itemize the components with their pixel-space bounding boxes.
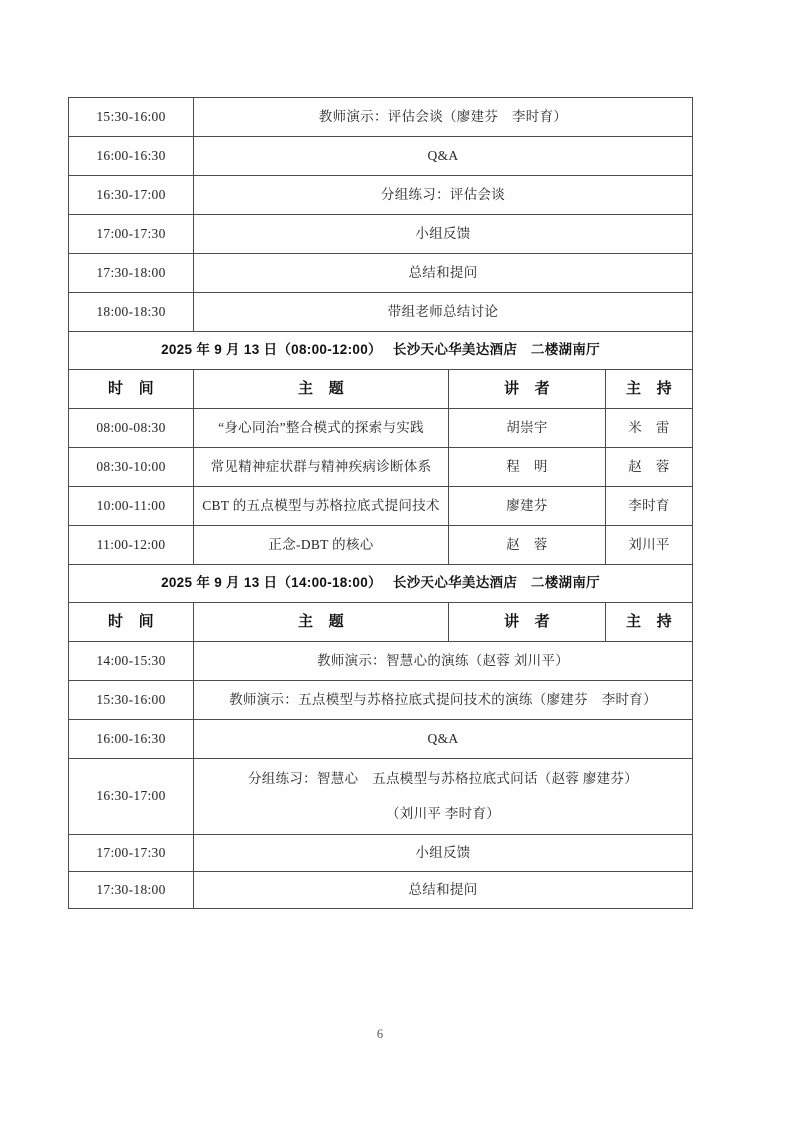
column-header-time: 时 间 (69, 603, 194, 642)
session-title-row (69, 332, 693, 370)
column-header-speaker: 讲 者 (449, 603, 606, 642)
table-row (69, 409, 693, 448)
time-cell: 17:30-18:00 (69, 254, 194, 293)
column-header-row (69, 370, 693, 409)
time-cell: 16:00-16:30 (69, 137, 194, 176)
topic-cell: 带组老师总结讨论 (194, 293, 693, 332)
table-row (69, 98, 693, 137)
topic-cell: 小组反馈 (194, 215, 693, 254)
session-title: 2025 年 9 月 13 日（08:00-12:00） 长沙天心华美达酒店 二楼湖南厅 (69, 332, 693, 370)
table-row (69, 487, 693, 526)
column-header-speaker: 讲 者 (449, 370, 606, 409)
column-header-host: 主 持 (606, 603, 693, 642)
table-row (69, 448, 693, 487)
page-number: 6 (376, 1027, 384, 1041)
host-cell: 米 雷 (606, 409, 693, 448)
topic-cell: 分组练习：评估会谈 (194, 176, 693, 215)
column-header-topic: 主 题 (194, 603, 449, 642)
table-row (69, 720, 693, 759)
topic-cell: 正念-DBT 的核心 (194, 526, 449, 565)
table-row (69, 872, 693, 909)
topic-cell: 总结和提问 (194, 254, 693, 293)
host-cell: 刘川平 (606, 526, 693, 565)
column-header-time: 时 间 (69, 370, 194, 409)
topic-line-2: （刘川平 李时育） (385, 805, 501, 821)
table-row (69, 681, 693, 720)
table-row (69, 254, 693, 293)
topic-cell: 小组反馈 (194, 835, 693, 872)
column-header-row (69, 603, 693, 642)
time-cell: 08:00-08:30 (69, 409, 194, 448)
topic-cell (194, 759, 693, 835)
time-cell: 17:30-18:00 (69, 872, 194, 909)
speaker-cell: 赵 蓉 (449, 526, 606, 565)
time-cell: 16:30-17:00 (69, 176, 194, 215)
time-cell: 15:30-16:00 (69, 98, 194, 137)
topic-cell: 总结和提问 (194, 872, 693, 909)
topic-cell: “身心同治”整合模式的探索与实践 (194, 409, 449, 448)
time-cell: 15:30-16:00 (69, 681, 194, 720)
column-header-host: 主 持 (606, 370, 693, 409)
speaker-cell: 胡崇宇 (449, 409, 606, 448)
time-cell: 08:30-10:00 (69, 448, 194, 487)
host-cell: 李时育 (606, 487, 693, 526)
table-row (69, 835, 693, 872)
topic-cell: 教师演示：评估会谈（廖建芬 李时育） (194, 98, 693, 137)
topic-line-1: 分组练习：智慧心 五点模型与苏格拉底式问话（赵蓉 廖建芬） (247, 771, 639, 787)
table-row (69, 137, 693, 176)
table-row (69, 526, 693, 565)
time-cell: 18:00-18:30 (69, 293, 194, 332)
time-cell: 14:00-15:30 (69, 642, 194, 681)
schedule-table (68, 97, 693, 909)
time-cell: 16:30-17:00 (69, 759, 194, 835)
host-cell: 赵 蓉 (606, 448, 693, 487)
table-row (69, 642, 693, 681)
time-cell: 11:00-12:00 (69, 526, 194, 565)
topic-cell: 教师演示：智慧心的演练（赵蓉 刘川平） (194, 642, 693, 681)
table-row (69, 215, 693, 254)
time-cell: 17:00-17:30 (69, 835, 194, 872)
topic-cell: Q&A (194, 137, 693, 176)
column-header-topic: 主 题 (194, 370, 449, 409)
session-title-row (69, 565, 693, 603)
table-row (69, 759, 693, 835)
time-cell: 17:00-17:30 (69, 215, 194, 254)
time-cell: 16:00-16:30 (69, 720, 194, 759)
time-cell: 10:00-11:00 (69, 487, 194, 526)
session-title: 2025 年 9 月 13 日（14:00-18:00） 长沙天心华美达酒店 二楼湖南厅 (69, 565, 693, 603)
topic-cell: Q&A (194, 720, 693, 759)
table-row (69, 293, 693, 332)
topic-cell: 常见精神症状群与精神疾病诊断体系 (194, 448, 449, 487)
speaker-cell: 廖建芬 (449, 487, 606, 526)
topic-cell: 教师演示：五点模型与苏格拉底式提问技术的演练（廖建芬 李时育） (194, 681, 693, 720)
table-row (69, 176, 693, 215)
speaker-cell: 程 明 (449, 448, 606, 487)
topic-cell: CBT 的五点模型与苏格拉底式提问技术 (194, 487, 449, 526)
